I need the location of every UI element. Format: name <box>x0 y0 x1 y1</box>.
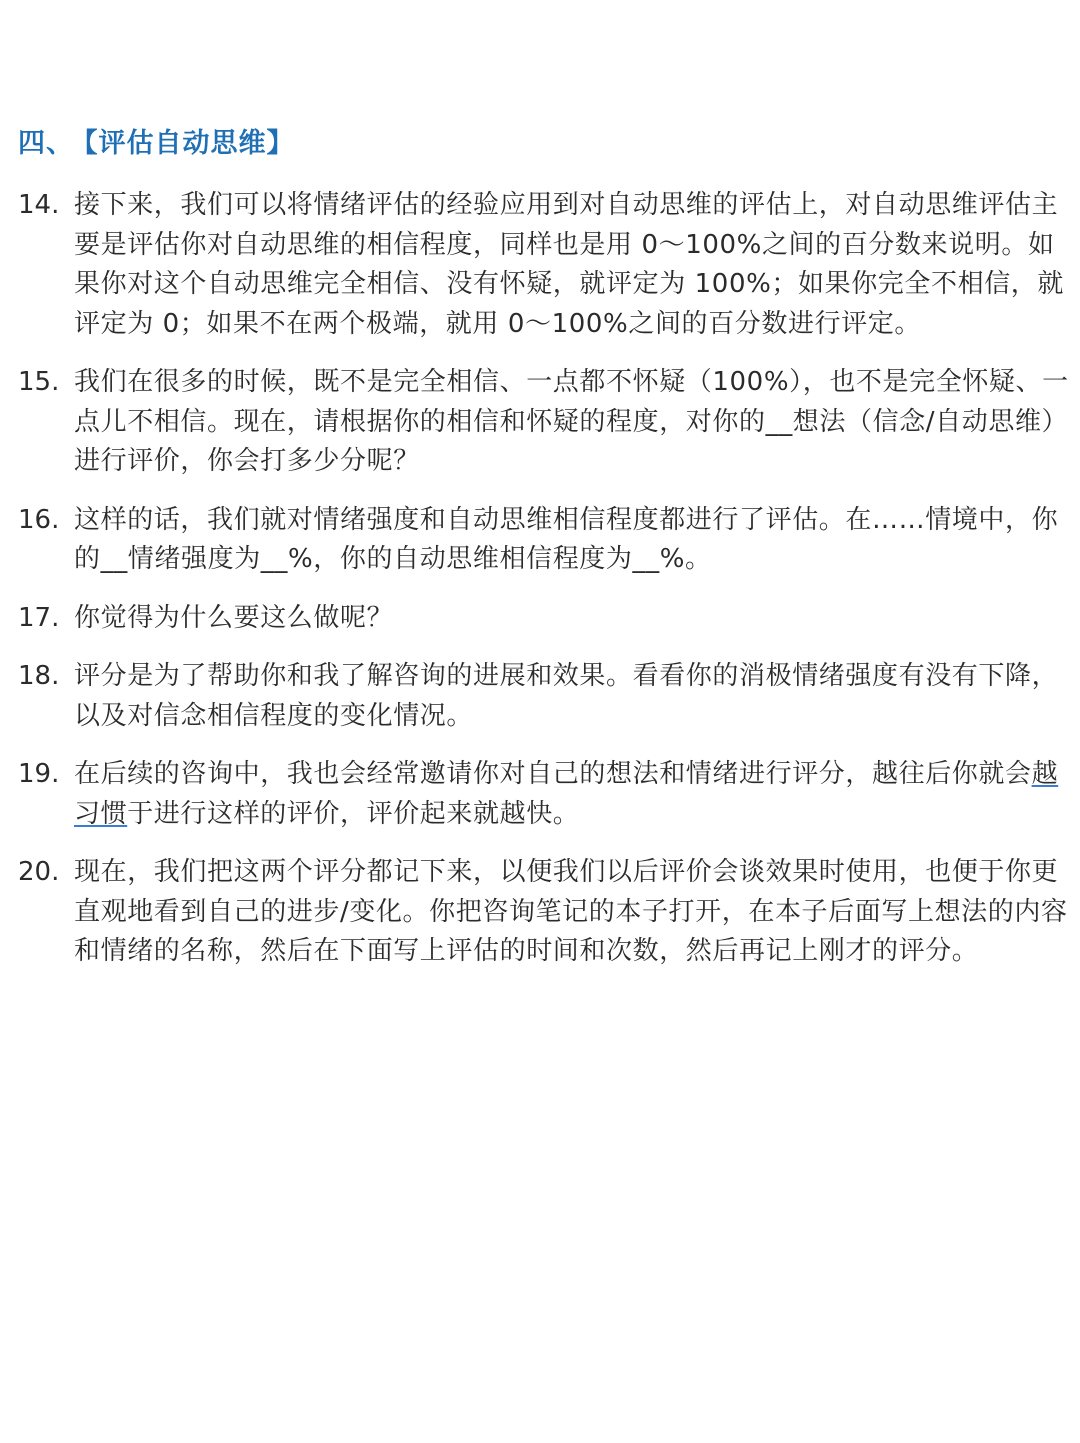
item-text-after: 于进行这样的评价，评价起来就越快。 <box>127 798 580 829</box>
list-item-19 <box>18 755 1070 834</box>
item-number: 16. <box>18 504 60 535</box>
list-item-18 <box>18 657 1070 736</box>
item-number: 20. <box>18 857 60 887</box>
item-text: 我们在很多的时候，既不是完全相信、一点都不怀疑（100%），也不是完全怀疑、一点儿不相信。现在，请根据你的相信和怀疑的程度，对你的__想法（信念/自动思维）进行评价，你会打多少分呢？ <box>74 367 1069 476</box>
item-text: 评分是为了帮助你和我了解咨询的进展和效果。看看你的消极情绪强度有没有下降，以及对信念相信程度的变化情况。 <box>74 661 1059 731</box>
item-number: 19. <box>18 759 60 789</box>
section-number: 四、 <box>18 128 74 159</box>
item-text: 接下来，我们可以将情绪评估的经验应用到对自动思维的评估上，对自动思维评估主要是评估你对自动思维的相信程度，同样也是用 0～100%之间的百分数来说明。如果你对这个自动思维完全相信、没有怀疑，就评定为 100%；如果你完全不相信，就评定为 0；如果不在两个极端，就用 0～100%之间的百分数进行评定。 <box>74 190 1064 339</box>
item-text: 现在，我们把这两个评分都记下来，以便我们以后评价会谈效果时使用，也便于你更直观地看到自己的进步/变化。你把咨询笔记的本子打开，在本子后面写上想法的内容和情绪的名称，然后在下面写上评估的时间和次数，然后再记上刚才的评分。 <box>74 857 1068 966</box>
numbered-list <box>18 186 1070 991</box>
list-item-15 <box>18 363 1070 482</box>
underlined-phrase: 越习惯 <box>74 759 1059 829</box>
item-text: 这样的话，我们就对情绪强度和自动思维相信程度都进行了评估。在……情境中，你的__情绪强度为__%，你的自动思维相信程度为__%。 <box>74 504 1059 574</box>
item-text-before: 在后续的咨询中，我也会经常邀请你对自己的想法和情绪进行评分，越往后你就会 <box>74 759 1032 789</box>
section-heading <box>18 124 295 164</box>
item-text <box>74 755 1070 834</box>
list-item-17 <box>18 599 1070 639</box>
list-item-20 <box>18 853 1070 972</box>
section-title: 【评估自动思维】 <box>84 128 295 159</box>
item-number: 15. <box>18 367 60 397</box>
list-item-14 <box>18 186 1070 344</box>
list-item-16 <box>18 501 1070 580</box>
item-number: 17. <box>18 602 60 633</box>
item-number: 14. <box>18 190 60 220</box>
item-text: 你觉得为什么要这么做呢？ <box>74 602 394 633</box>
item-number: 18. <box>18 661 60 691</box>
